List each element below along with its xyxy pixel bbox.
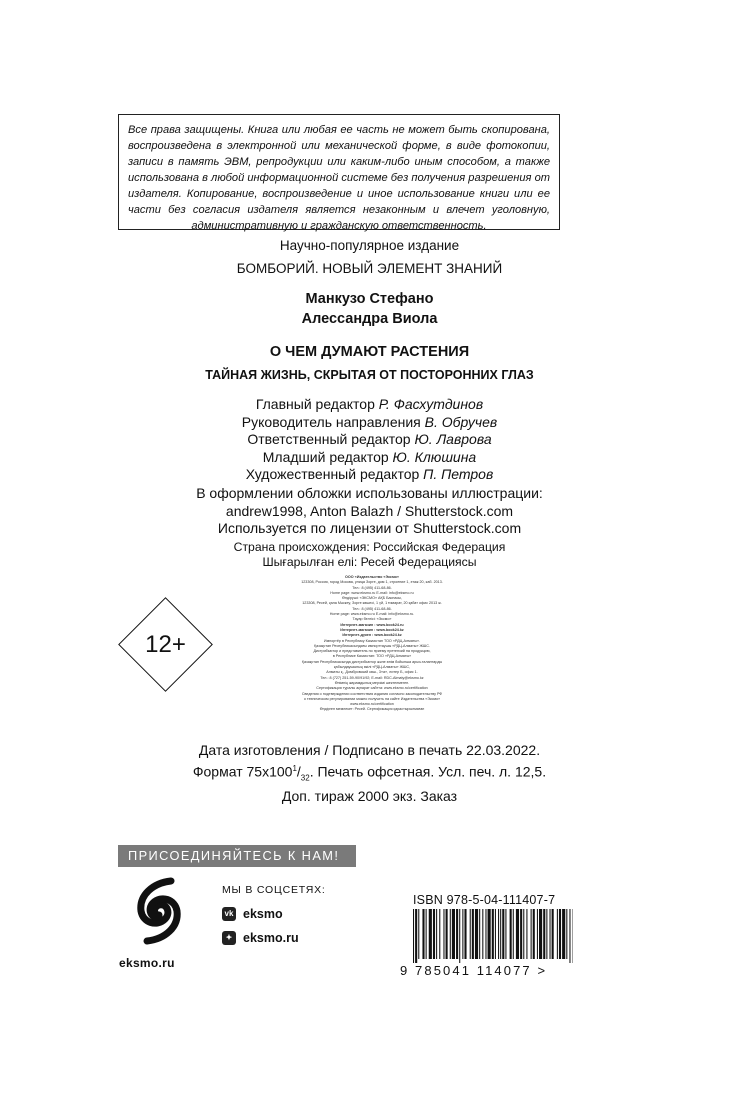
illustration-credit-line: В оформлении обложки использованы иллюстрации: (196, 485, 543, 501)
imprint-line: Өндіруші: «ЭКСМО» АҚБ Баспасы, (342, 596, 402, 601)
barcode-bar (439, 909, 440, 959)
eksmo-logo-icon (131, 877, 187, 945)
barcode-bar (520, 909, 522, 959)
staff-name: Ю. Лаврова (414, 431, 492, 448)
logo-site-link[interactable]: eksmo.ru (119, 956, 175, 970)
age-rating-text: 12+ (145, 631, 186, 658)
imprint-line: Қазақстан Республикасында дистрибьютор және өнім бойынша арыз-талаптарды (301, 659, 443, 664)
barcode-bar (531, 909, 532, 959)
imprint-line: 123308, Ресей, қала Мәскеу, Зорге көшесі, 1 үй, 1 ғимарат, 20 қабат офис 2013 ж. (302, 601, 442, 606)
imprint-line: Тауар белгісі: «Эксмо» (352, 617, 392, 622)
barcode-bar (443, 909, 444, 959)
barcode-bar (539, 909, 542, 959)
print-info (0, 741, 739, 806)
imprint-line: Сертификация туралы ақпарат сайтта: www.eksmo.ru/certification (316, 686, 428, 691)
barcode-bar (472, 909, 474, 959)
imprint-line: Өндірген мемлекет: Ресей. Сертификация қарастырылмаған (319, 707, 425, 712)
imprint-line: Өнімнің жарамдылық мерзімі шектелмеген. (334, 680, 410, 685)
barcode-bar (470, 909, 471, 959)
barcode-bar (513, 909, 514, 959)
barcode-bar (429, 909, 432, 959)
barcode-bar (546, 909, 547, 959)
imprint-line: Home page: www.eksmo.ru E-mail: info@eksmo.ru. (329, 612, 415, 617)
barcode-bar (495, 909, 496, 959)
staff-role: Младший редактор (262, 448, 389, 465)
editorial-staff (0, 396, 739, 484)
isbn-number: ISBN 978-5-04-111407-7 (413, 893, 556, 907)
imprint-line: Тел.: 8 (495) 411-68-86. (352, 606, 392, 611)
imprint-line: в Республике Казахстан: ТОО «РДЦ-Алматы» (332, 654, 412, 659)
rights-notice-box (118, 114, 560, 230)
imprint-line: Интернет-магазин : www.book24.kz (340, 627, 404, 632)
barcode-bar (537, 909, 538, 959)
imprint-line: Тел.: 8 (495) 411-68-86. (352, 585, 392, 590)
barcode-bar (562, 909, 565, 959)
barcode-bar (500, 909, 501, 959)
country-of-origin (0, 540, 739, 570)
origin-line: Шығарылған елі: Ресей Федерациясы (262, 555, 477, 569)
barcode-bar (446, 909, 448, 959)
barcode-bar (516, 909, 519, 959)
staff-line (0, 396, 739, 414)
illustration-credit-line: andrew1998, Anton Balazh / Shutterstock.com (225, 502, 514, 519)
format-sub: 32 (300, 772, 310, 782)
barcode-bar (482, 909, 483, 959)
genre-label: Научно-популярное издание (279, 238, 460, 253)
format-prefix: Формат 75x100 (192, 763, 293, 780)
barcode-bar (510, 909, 512, 959)
barcode-bar (523, 909, 524, 959)
imprint-line: Home page: www.eksmo.ru E-mail: info@eksmo.ru (330, 590, 414, 595)
barcode-bar (488, 909, 491, 959)
barcode-bar (569, 909, 570, 963)
illustration-credits (0, 485, 739, 538)
barcode-bar (479, 909, 480, 959)
social-heading: МЫ В СОЦСЕТЯХ: (222, 884, 326, 896)
vk-icon: vk (222, 907, 236, 921)
imprint-line: о техническом регулировании можно получить на сайте Издательства «Эксмо» (303, 696, 441, 701)
staff-role: Ответственный редактор (247, 431, 411, 448)
join-us-banner: ПРИСОЕДИНЯЙТЕСЬ К НАМ! (118, 845, 356, 867)
barcode-bar (426, 909, 427, 959)
book-subtitle: ТАЙНАЯ ЖИЗНЬ, СКРЫТАЯ ОТ ПОСТОРОННИХ ГЛАЗ (205, 368, 534, 382)
format-suffix: . Печать офсетная. Усл. печ. л. 12,5. (309, 763, 547, 780)
staff-role: Главный редактор (255, 396, 375, 412)
imprint-line: Тел.: 8 (727) 251-59-90/91/92; E-mail: RDC-Almaty@eksmo.kz (320, 675, 424, 680)
barcode-bar (492, 909, 494, 959)
age-rating-badge (118, 597, 213, 692)
author-2: Алессандра Виола (301, 311, 438, 327)
barcode-bar (464, 909, 466, 959)
print-run-line: Доп. тираж 2000 экз. Заказ (281, 788, 458, 805)
imprint-line: Интернет-дүкен : www.book24.kz (342, 633, 402, 638)
barcode-bar (552, 909, 554, 959)
social-vk-link[interactable] (222, 907, 283, 921)
publisher-imprint (222, 575, 522, 713)
rights-notice-text: Все права защищены. Книга или любая ее часть не может быть скопирована, воспроизведена в электронной или механической форме, в виде фотокопии, записи в память ЭВМ, репродукции или каким-либо иным способом, а также использована в любой информационной системе без получения разрешения от издателя. Копирование, воспроизведение и иное использование книги или ее части без согласия издателя является незаконным и влечет уголовную, административную и гражданскую ответственность. (128, 124, 550, 232)
barcode-bar (418, 909, 419, 959)
imprint-line: Сведения о подтверждении соответствия издания согласно законодательству РФ (301, 691, 443, 696)
barcode-bar (498, 909, 499, 959)
imprint-line: 123308, Россия, город Москва, улица Зорге, дом 1, строение 1, этаж 20, каб. 2013. (301, 580, 443, 585)
barcode-bar (433, 909, 435, 959)
author-1: Манкузо Стефано (305, 291, 434, 307)
barcode-bar (566, 909, 567, 959)
barcode-digits: 9 785041 114077 > (400, 963, 548, 978)
imprint-line: Импортёр в Республику Казахстан ТОО «РДЦ-Алматы». (323, 638, 421, 643)
barcode-bar (550, 909, 551, 959)
barcode-bar (422, 909, 424, 959)
imprint-line: Қазақстан Республикасындағы импорттаушы «РДЦ-Алматы» ЖШС. (314, 643, 430, 648)
barcode-bar (557, 909, 558, 959)
staff-line (0, 414, 739, 432)
barcode-bar (462, 909, 463, 959)
barcode-bar (452, 909, 455, 959)
staff-line (0, 431, 739, 449)
imprint-line: Алматы қ., Домбровский көш., 3«а», литер Б, офис 1. (326, 670, 418, 675)
imprint-line: ООО «Издательство «Эксмо» (345, 575, 399, 579)
staff-role: Художественный редактор (245, 466, 420, 483)
barcode-bar (485, 909, 486, 959)
barcode-bar (456, 909, 458, 959)
barcode-graphic (413, 909, 573, 963)
barcode-bar (533, 909, 535, 959)
illustration-credit-line: Используется по лицензии от Shutterstock.com (217, 520, 522, 537)
staff-role: Руководитель направления (241, 413, 421, 430)
barcode-bar (450, 909, 451, 959)
staff-name: Р. Фасхутдинов (378, 396, 484, 412)
social-ok-link[interactable] (222, 931, 299, 945)
barcode-bar (526, 909, 527, 959)
staff-name: В. Обручев (424, 413, 498, 430)
format-sup: 1 (292, 763, 297, 773)
ok-icon: ✦ (222, 931, 236, 945)
staff-name: Ю. Клюшина (392, 448, 477, 465)
barcode-bar (505, 909, 506, 959)
social-ok-label: eksmo.ru (243, 931, 299, 945)
imprint-line: қабылдаушының өкілі «РДЦ-Алматы» ЖШС, (333, 665, 411, 670)
barcode-bar (502, 909, 504, 959)
barcode-bar (436, 909, 437, 959)
barcode-bar (559, 909, 561, 959)
imprint-line: www.eksmo.ru/certification (350, 702, 394, 707)
print-date-line: Дата изготовления / Подписано в печать 22.03.2022. (198, 742, 541, 758)
barcode-bar (415, 909, 417, 963)
social-vk-label: eksmo (243, 907, 283, 921)
imprint-line: Интернет-магазин : www.book24.ru (340, 622, 404, 627)
staff-name: П. Петров (423, 466, 494, 483)
book-title: О ЧЕМ ДУМАЮТ РАСТЕНИЯ (269, 344, 470, 360)
barcode-bar (543, 909, 545, 959)
origin-line: Страна происхождения: Российская Федерация (233, 540, 506, 554)
staff-line (0, 466, 739, 484)
print-format-line: Формат $75x100^1/_{32}$. Печать офсетная. Усл. печ. л. 12,5. (192, 763, 547, 782)
staff-line (0, 449, 739, 467)
barcode-bar (459, 909, 460, 963)
barcode-bar (413, 909, 414, 963)
imprint-line: Дистрибьютор и представитель по приему претензий на продукцию, (313, 649, 431, 654)
barcode-bar (475, 909, 478, 959)
series-name: БОМБОРИЙ. НОВЫЙ ЭЛЕМЕНТ ЗНАНИЙ (236, 261, 503, 276)
